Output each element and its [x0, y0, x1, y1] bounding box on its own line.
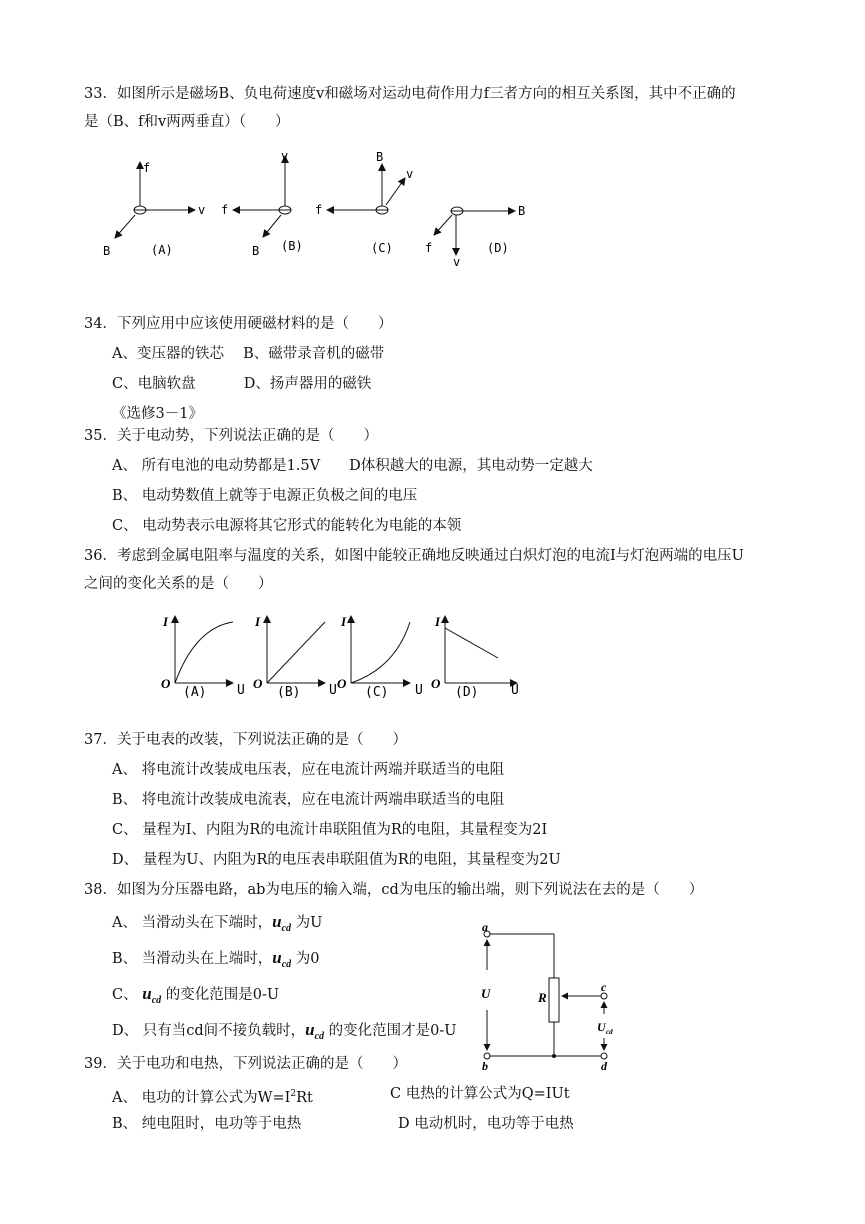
fig-d-diag-label: f: [425, 241, 433, 255]
svg-text:O: O: [161, 676, 171, 691]
fig-b-diag-label: B: [252, 244, 260, 258]
q37-option-c: C、 量程为I、内阻为R的电流计串联阻值为R的电阻，其量程变为2I: [112, 822, 548, 838]
svg-text:O: O: [431, 676, 441, 691]
graph-c-caption: (C): [365, 685, 389, 700]
q38-stem: 38．如图为分压器电路，ab为电压的输入端，cd为电压的输出端，则下列说法在去的是（ ）: [84, 882, 704, 898]
svg-text:O: O: [337, 676, 347, 691]
q35-option-b: B、 电动势数值上就等于电源正负极之间的电压: [112, 488, 418, 504]
resistor: [549, 978, 559, 1022]
fig-a-up-label: f: [143, 161, 151, 175]
q39-option-b: B、 纯电阻时，电功等于电热: [112, 1116, 302, 1132]
q37-option-b: B、 将电流计改装成电流表，应在电流计两端串联适当的电阻: [112, 792, 505, 808]
q38-divider-circuit: [470, 920, 620, 1070]
curve-d: [445, 628, 498, 658]
q36-iu-graphs: [155, 608, 535, 703]
svg-text:U: U: [415, 683, 423, 698]
q37-stem: 37．关于电表的改装，下列说法正确的是（ ）: [84, 732, 407, 748]
q38-option-c: C、 $u_{cd}$ 的变化范围是0-U: [112, 984, 280, 1006]
q34-stem: 34．下列应用中应该使用硬磁材料的是（ ）: [84, 316, 393, 332]
svg-text:O: O: [253, 676, 263, 691]
q38-option-a: A、 当滑动头在下端时，$u_{cd}$ 为U: [112, 912, 323, 934]
svg-text:U: U: [481, 986, 491, 1001]
svg-text:b: b: [482, 1059, 488, 1070]
fig-c-diag-label: v: [406, 167, 414, 181]
graph-c: [337, 614, 423, 700]
q36-stem-line2: 之间的变化关系的是（ ）: [84, 576, 273, 592]
q38-option-d: D、 只有当cd间不接负载时，$u_{cd}$ 的变化范围才是0-U: [112, 1020, 457, 1042]
q33-stem-line2: 是（B、f和v两两垂直）（ ）: [84, 114, 290, 130]
figure-d: [425, 204, 525, 269]
svg-text:R: R: [538, 990, 547, 1005]
svg-text:a: a: [482, 920, 488, 934]
svg-text:U: U: [329, 683, 337, 698]
q33-stem-line1: 33．如图所示是磁场B、负电荷速度v和磁场对运动电荷作用力f三者方向的相互关系图，其中不正确的: [84, 86, 736, 102]
fig-c-left-label: f: [315, 203, 323, 217]
svg-text:d: d: [601, 1059, 607, 1070]
section-heading: 《选修3－1》: [112, 406, 203, 422]
svg-text:I: I: [163, 614, 169, 629]
svg-text:I: I: [435, 614, 441, 629]
q33-figures: [95, 140, 545, 270]
graph-a: [161, 614, 245, 700]
fig-a-right-label: v: [198, 203, 206, 217]
q35-option-a-d: A、 所有电池的电动势都是1.5V D体积越大的电源，其电动势一定越大: [112, 458, 593, 474]
figure-c: [315, 150, 413, 255]
q37-option-a: A、 将电流计改装成电压表，应在电流计两端并联适当的电阻: [112, 762, 505, 778]
q36-stem-line1: 36．考虑到金属电阻率与温度的关系，如图中能较正确地反映通过白炽灯泡的电流I与灯泡两端的电压U: [84, 548, 744, 564]
svg-text:c: c: [601, 980, 607, 994]
figure-a: [103, 161, 205, 258]
graph-b-caption: (B): [277, 685, 301, 700]
fig-b-caption: (B): [281, 239, 303, 253]
curve-a: [175, 622, 233, 683]
svg-text:U: U: [597, 1020, 606, 1034]
svg-text:I: I: [255, 614, 261, 629]
svg-text:I: I: [341, 614, 347, 629]
q35-stem: 35．关于电动势，下列说法正确的是（ ）: [84, 428, 378, 444]
q39-option-c: C 电热的计算公式为Q=IUt: [390, 1086, 570, 1102]
fig-c-caption: (C): [371, 241, 393, 255]
graph-d-caption: (D): [455, 685, 479, 700]
curve-b: [267, 622, 325, 683]
q39-option-d: D 电动机时，电功等于电热: [398, 1116, 574, 1132]
fig-a-caption: (A): [151, 243, 173, 257]
fig-b-up-label: v: [281, 149, 289, 163]
svg-text:cd: cd: [606, 1028, 613, 1036]
fig-a-diag-label: B: [103, 244, 111, 258]
fig-d-right-label: B: [518, 204, 526, 218]
graph-d: [431, 614, 519, 700]
figure-b: [221, 149, 303, 258]
q39-option-a: A、 电功的计算公式为$W=I^2Rt$: [112, 1089, 313, 1106]
fig-c-up-label: B: [376, 150, 384, 164]
q39-stem: 39．关于电功和电热，下列说法正确的是（ ）: [84, 1056, 407, 1072]
svg-text:U: U: [237, 683, 245, 698]
curve-c: [351, 622, 410, 683]
q34-options-row2: C、电脑软盘 D、扬声器用的磁铁: [112, 376, 372, 392]
fig-d-caption: (D): [487, 241, 509, 255]
fig-d-down-label: v: [453, 255, 461, 269]
graph-a-caption: (A): [183, 685, 207, 700]
graph-b: [253, 614, 337, 700]
q34-options-row1: A、变压器的铁芯 B、磁带录音机的磁带: [112, 346, 385, 362]
q37-option-d: D、 量程为U、内阻为R的电压表串联阻值为R的电阻，其量程变为2U: [112, 852, 561, 868]
svg-text:U: U: [511, 683, 519, 698]
fig-b-left-label: f: [221, 203, 229, 217]
q35-option-c: C、 电动势表示电源将其它形式的能转化为电能的本领: [112, 518, 462, 534]
q38-option-b: B、 当滑动头在上端时，$u_{cd}$ 为0: [112, 948, 320, 970]
